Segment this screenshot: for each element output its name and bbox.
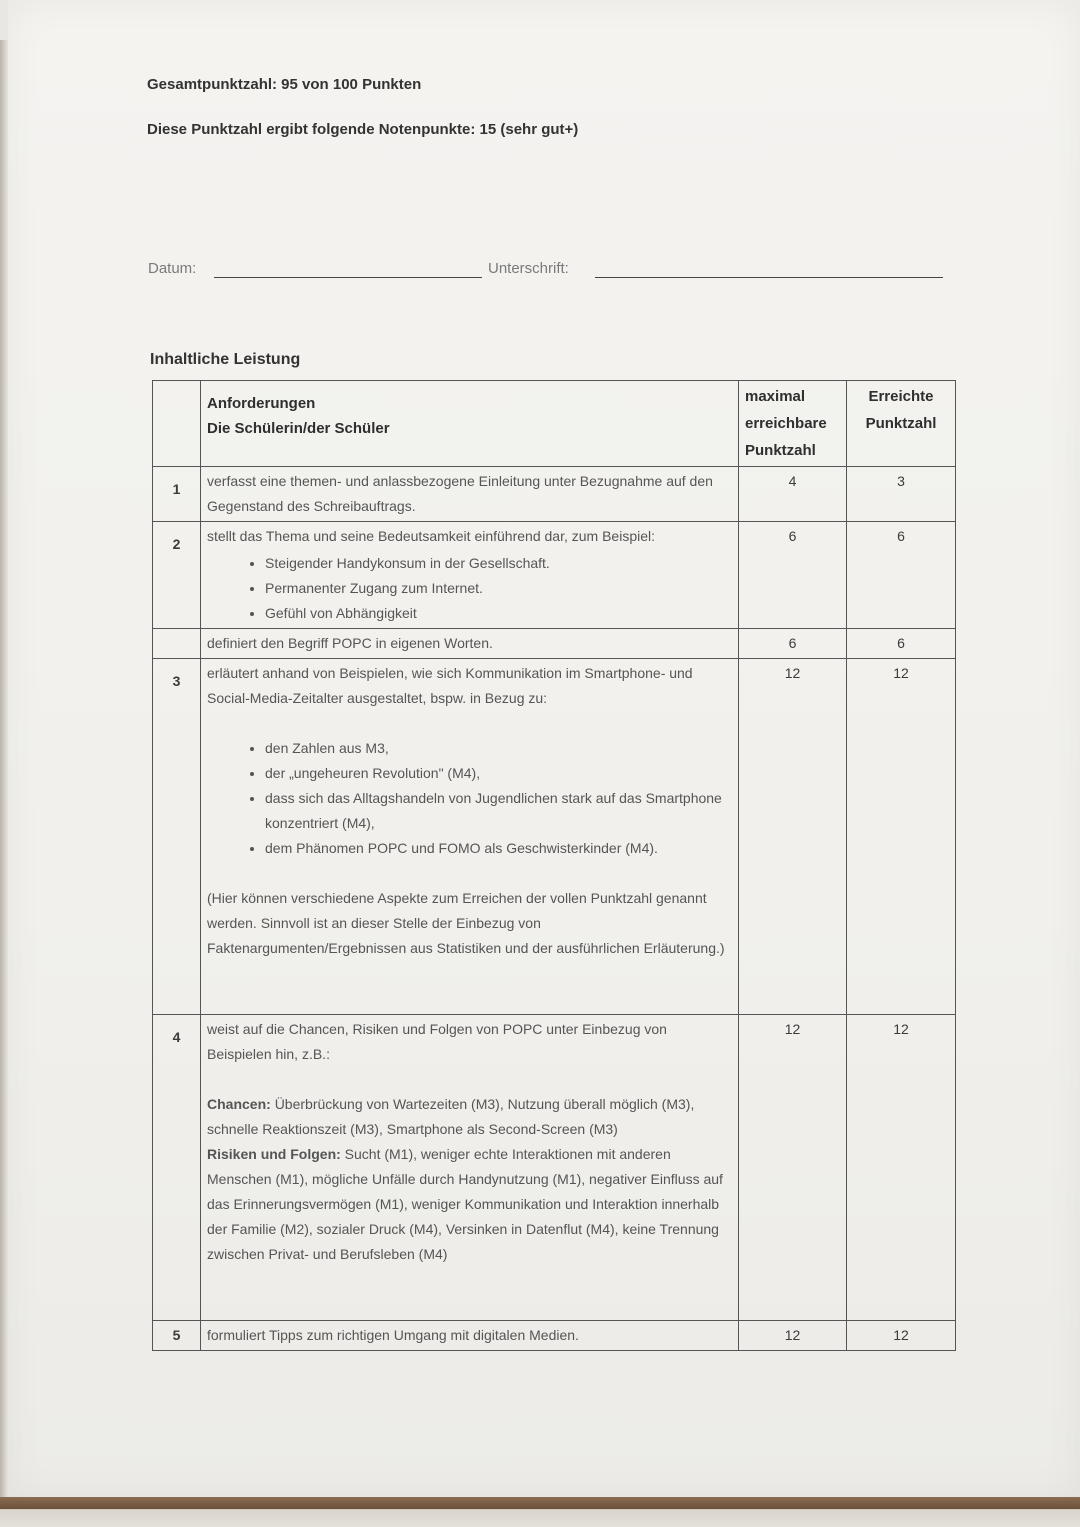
table-surface (0, 1497, 1080, 1527)
bullet-list (207, 736, 732, 861)
total-score: Gesamtpunktzahl: 95 von 100 Punkten (147, 76, 422, 93)
row-max-points: 4 (739, 467, 847, 522)
row-max-points: 12 (739, 1321, 847, 1351)
risks-label: Risiken und Folgen: (207, 1146, 341, 1162)
row-number: 3 (153, 659, 201, 1015)
row-achieved-points: 12 (847, 1015, 956, 1321)
row-note: (Hier können verschiedene Aspekte zum Erreichen der vollen Punktzahl genannt werden. Sinnvoll ist an dieser Stelle der Einbezug von Faktenargumenten/Ergebnissen aus Statistiken und der ausführlichen Erläuterung.) (207, 890, 725, 956)
row-max-points: 12 (739, 1015, 847, 1321)
header-num (153, 381, 201, 467)
header-requirements-sub: Die Schülerin/der Schüler (207, 420, 390, 437)
grade-points: Diese Punktzahl ergibt folgende Notenpunkte: 15 (sehr gut+) (147, 121, 579, 138)
table-row (153, 1015, 956, 1321)
row-text-main: weist auf die Chancen, Risiken und Folgen von POPC unter Einbezug von Beispielen hin, z.B.: (207, 1021, 667, 1062)
risks-text: Sucht (M1), weniger echte Interaktionen mit anderen Menschen (M1), mögliche Unfälle durch Handynutzung (M1), negativer Einfluss auf das Erinnerungsvermögen (M1), weniger Kommunikation und Interaktion innerhalb der Familie (M2), sozialer Druck (M4), Versinken in Datenflut (M4), keine Trennung zwischen Privat- und Berufsleben (M4) (207, 1146, 723, 1262)
row-max-points: 6 (739, 522, 847, 629)
chances-label: Chancen: (207, 1096, 271, 1112)
header-requirements (201, 381, 739, 467)
table-row (153, 659, 956, 1015)
list-item: • Permanenter Zugang zum Internet. (265, 576, 732, 601)
row-number: 4 (153, 1015, 201, 1321)
row-achieved-points: 3 (847, 467, 956, 522)
date-label: Datum: (148, 260, 197, 277)
table-row (153, 522, 956, 629)
date-line (214, 277, 482, 278)
signature-label: Unterschrift: (488, 260, 569, 277)
chances-text: Überbrückung von Wartezeiten (M3), Nutzung überall möglich (M3), schnelle Reaktionszeit (M3), Smartphone als Second-Screen (M3) (207, 1096, 695, 1137)
grading-table (152, 380, 956, 1351)
bullet-list (207, 551, 732, 626)
row-max-points: 12 (739, 659, 847, 1015)
list-item: • den Zahlen aus M3, (265, 736, 732, 761)
list-item: • dem Phänomen POPC und FOMO als Geschwisterkinder (M4). (265, 836, 732, 861)
table-header-row (153, 381, 956, 467)
row-number: 1 (153, 467, 201, 522)
list-item: • dass sich das Alltagshandeln von Jugendlichen stark auf das Smartphone konzentriert (M4), (265, 786, 732, 836)
row-achieved-points: 12 (847, 659, 956, 1015)
header-achieved-points: Erreichte Punktzahl (847, 381, 956, 467)
row-number: 5 (153, 1321, 201, 1351)
row-achieved-points: 12 (847, 1321, 956, 1351)
row-text (201, 522, 739, 629)
row-text (201, 659, 739, 1015)
header-max-points: maximal erreichbare Punktzahl (739, 381, 847, 467)
signature-line (595, 277, 943, 278)
row-text-main: stellt das Thema und seine Bedeutsamkeit einführend dar, zum Beispiel: (207, 528, 655, 544)
section-title: Inhaltliche Leistung (150, 351, 301, 368)
row-achieved-points: 6 (847, 522, 956, 629)
page-edge (0, 40, 8, 1500)
table-row (153, 629, 956, 659)
header-requirements-title: Anforderungen (207, 395, 316, 412)
row-number (153, 629, 201, 659)
chances-paragraph (207, 1092, 732, 1142)
row-text: definiert den Begriff POPC in eigenen Worten. (201, 629, 739, 659)
row-achieved-points: 6 (847, 629, 956, 659)
table-row (153, 467, 956, 522)
list-item: • Steigender Handykonsum in der Gesellschaft. (265, 551, 732, 576)
row-text-main: erläutert anhand von Beispielen, wie sich Kommunikation im Smartphone- und Social-Media-Zeitalter ausgestaltet, bspw. in Bezug zu: (207, 665, 693, 706)
list-item: • Gefühl von Abhängigkeit (265, 601, 732, 626)
table-row (153, 1321, 956, 1351)
row-text: formuliert Tipps zum richtigen Umgang mit digitalen Medien. (201, 1321, 739, 1351)
row-text: verfasst eine themen- und anlassbezogene Einleitung unter Bezugnahme auf den Gegenstand des Schreibauftrags. (201, 467, 739, 522)
row-text (201, 1015, 739, 1321)
row-max-points: 6 (739, 629, 847, 659)
risks-paragraph (207, 1142, 732, 1267)
row-number: 2 (153, 522, 201, 629)
list-item: • der „ungeheuren Revolution" (M4), (265, 761, 732, 786)
